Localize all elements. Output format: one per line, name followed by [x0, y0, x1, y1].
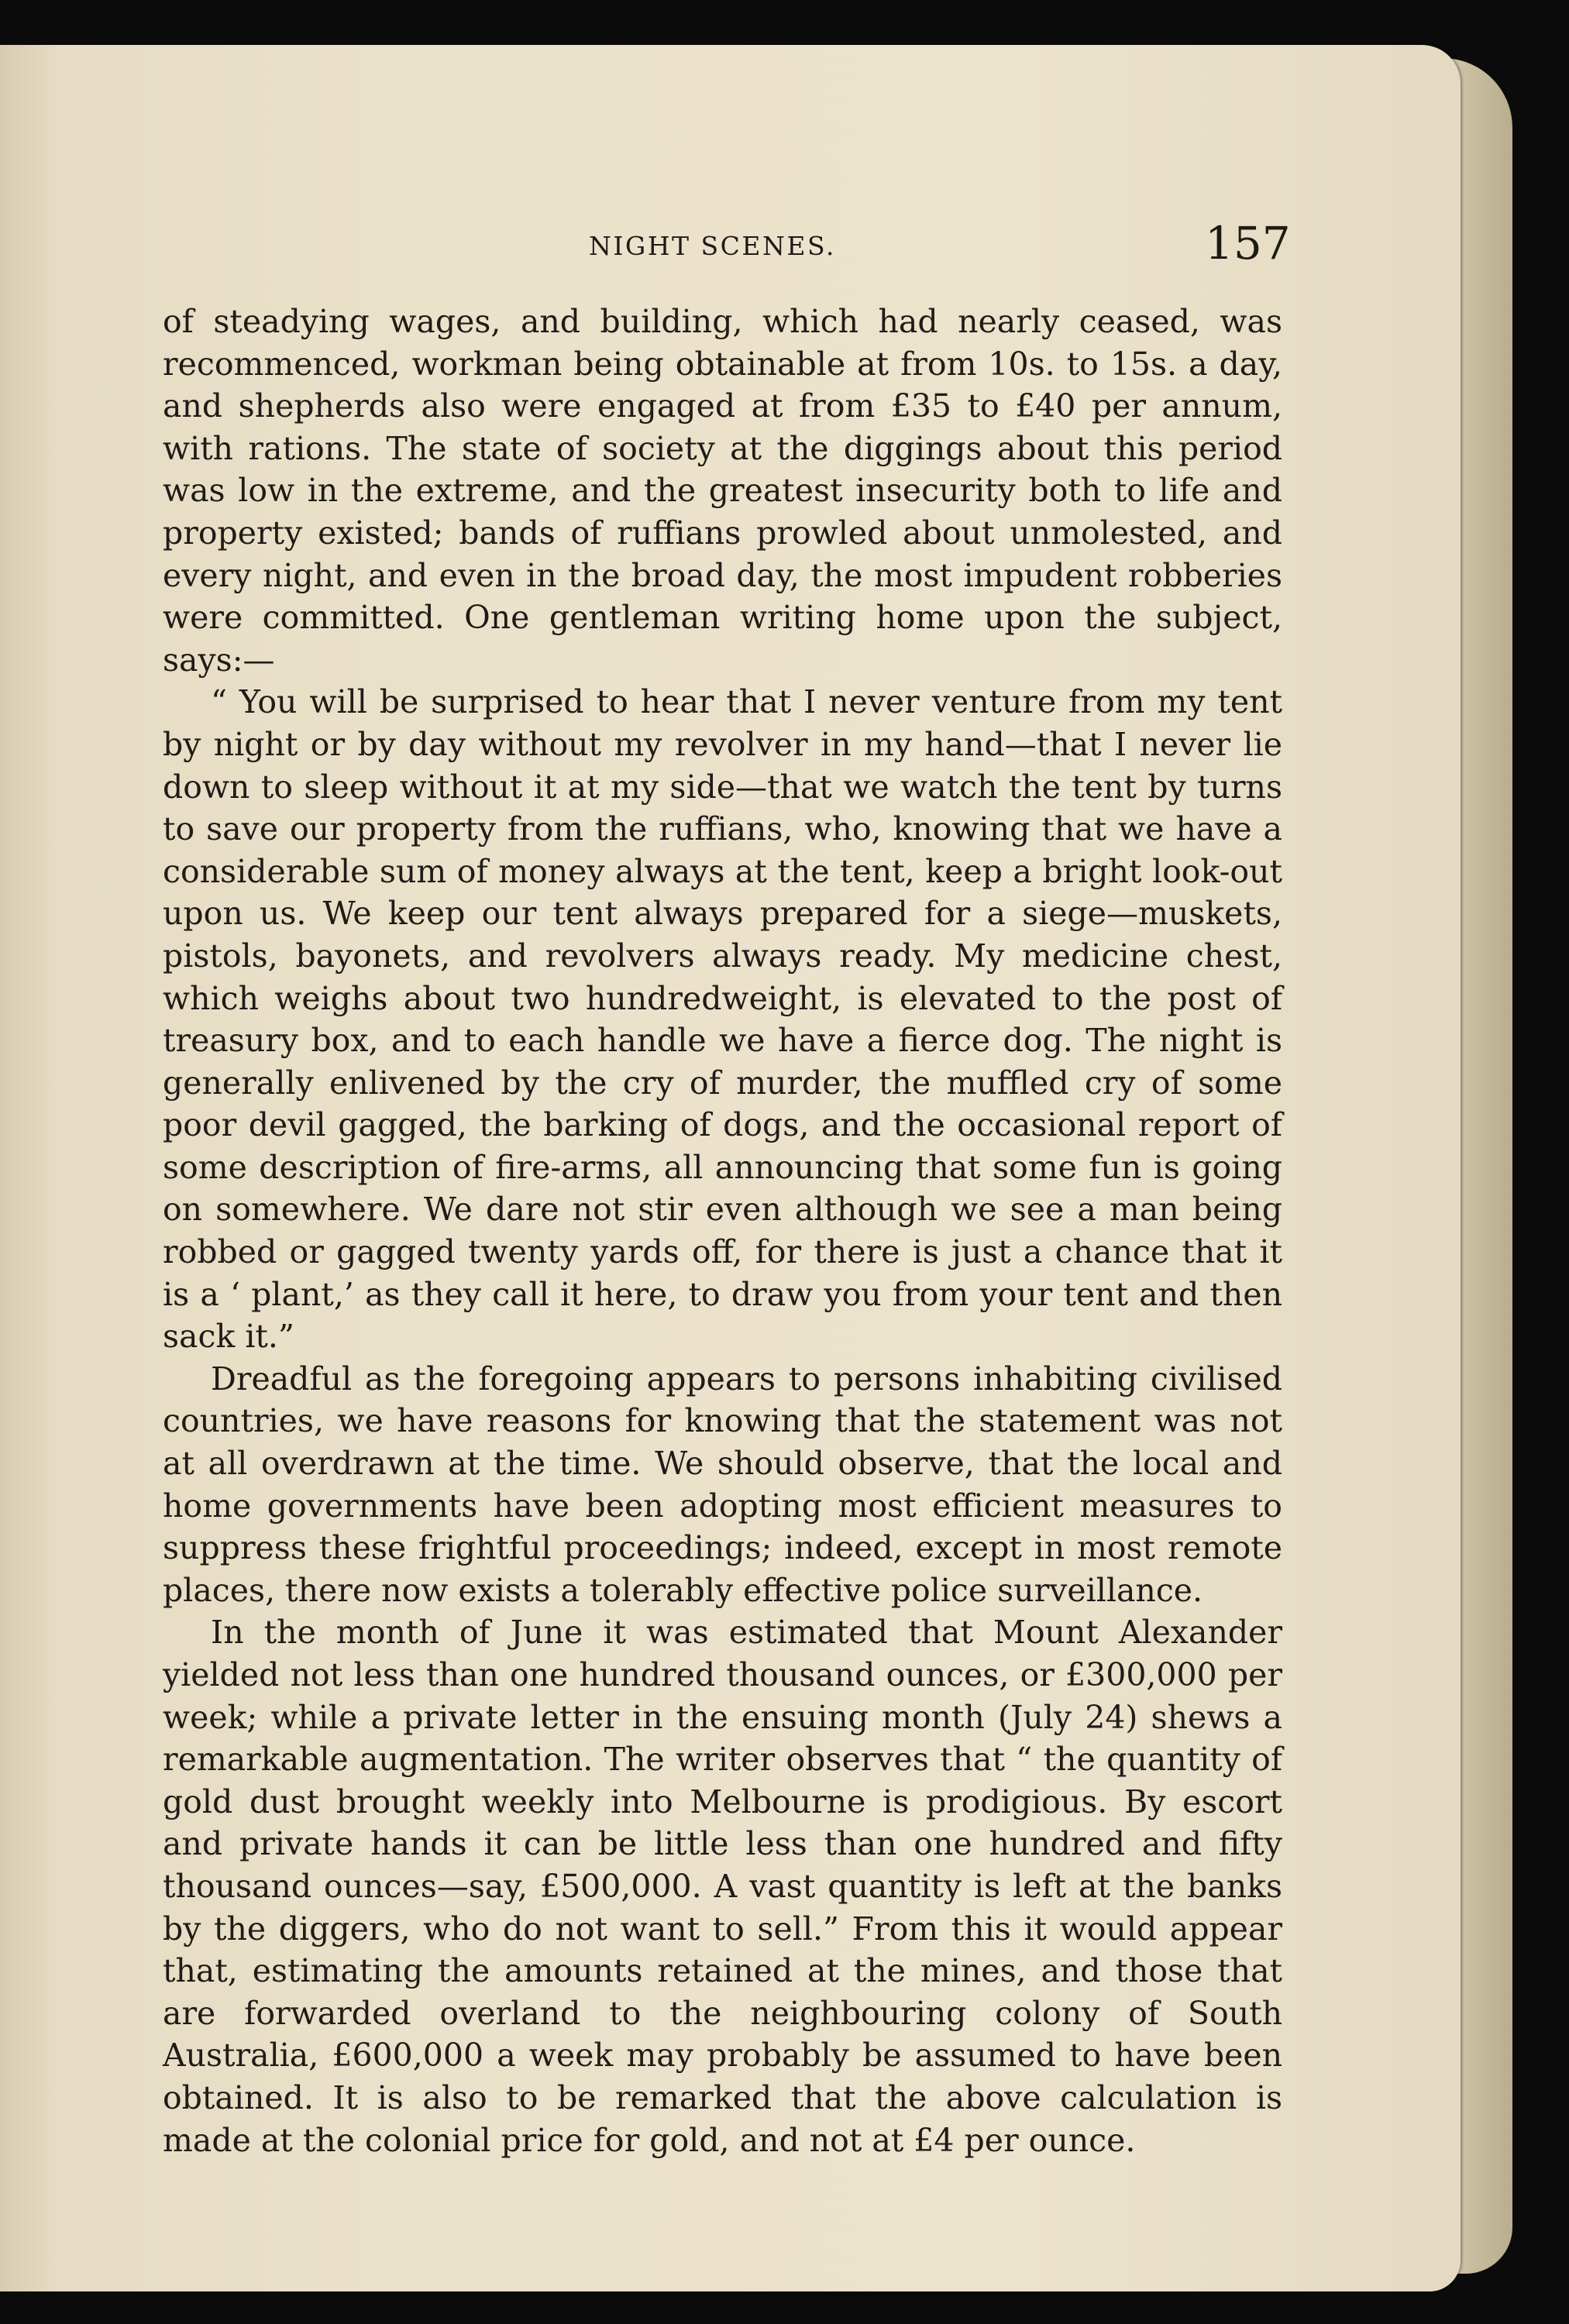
paragraph-4: In the month of June it was estimated that Mount Alexander yielded not less than one hundred thousand ounces, or £300,000 per week; while a private letter in the ensuing month (July 24) shews a remarkable augmentation. The writer observes that “ the quantity of gold dust brought weekly into Melbourne is prodigious. By escort and private hands it can be little less than one hundred and fifty thousand ounces—say, £500,000. A vast quantity is left at the banks by the diggers, who do not want to sell.” From this it would appear that, estimating the amounts retained at the mines, and those that are forwarded overland to the neighbouring colony of South Australia, £600,000 a week may probably be assumed to have been obtained. It is also to be remarked that the above calculation is made at the colonial price for gold, and not at £4 per ounce. — [163, 1614, 1282, 2159]
running-head: NIGHT SCENES. — [589, 231, 836, 261]
paragraph-1: of steadying wages, and building, which had nearly ceased, was recommenced, workman being obtainable at from 10s. to 15s. a day, and shepherds also were engaged at from £35 to £40 per annum, with rations. The state of society at the diggings about this period was low in the extreme, and the greatest insecurity both to life and property existed; bands of ruffians prowled about unmolested, and every night, and even in the broad day, the most impudent robberies were committed. One gentleman writing home upon the subject, says:— — [163, 303, 1282, 679]
book-page — [0, 45, 1461, 2291]
paragraph-quote: “ You will be surprised to hear that I never venture from my tent by night or by day without my revolver in my hand—that I never lie down to sleep without it at my side—that we watch the tent by turns to save our property from the ruffians, who, knowing that we have a considerable sum of money always at the tent, keep a bright look-out upon us. We keep our tent always prepared for a siege—muskets, pistols, bayonets, and revolvers always ready. My medicine chest, which weighs about two hundredweight, is elevated to the post of treasury box, and to each handle we have a fierce dog. The night is generally enlivened by the cry of murder, the muffled cry of some poor devil gagged, the barking of dogs, and the occasional report of some description of fire-arms, all announcing that some fun is going on somewhere. We dare not stir even although we see a man being robbed or gagged twenty yards off, for there is just a chance that it is a ‘ plant,’ as they call it here, to draw you from your tent and then sack it.” — [163, 683, 1282, 1356]
page-number: 157 — [1205, 217, 1291, 270]
body-text — [163, 301, 1282, 2161]
page-header — [0, 217, 1461, 285]
paragraph-3: Dreadful as the foregoing appears to persons inhabiting civilised countries, we have reasons for knowing that the statement was not at all overdrawn at the time. We should observe, that the local and home governments have been adopting most efficient measures to suppress these frightful proceedings; indeed, except in most remote places, there now exists a tolerably effective police surveillance. — [163, 1360, 1282, 1609]
